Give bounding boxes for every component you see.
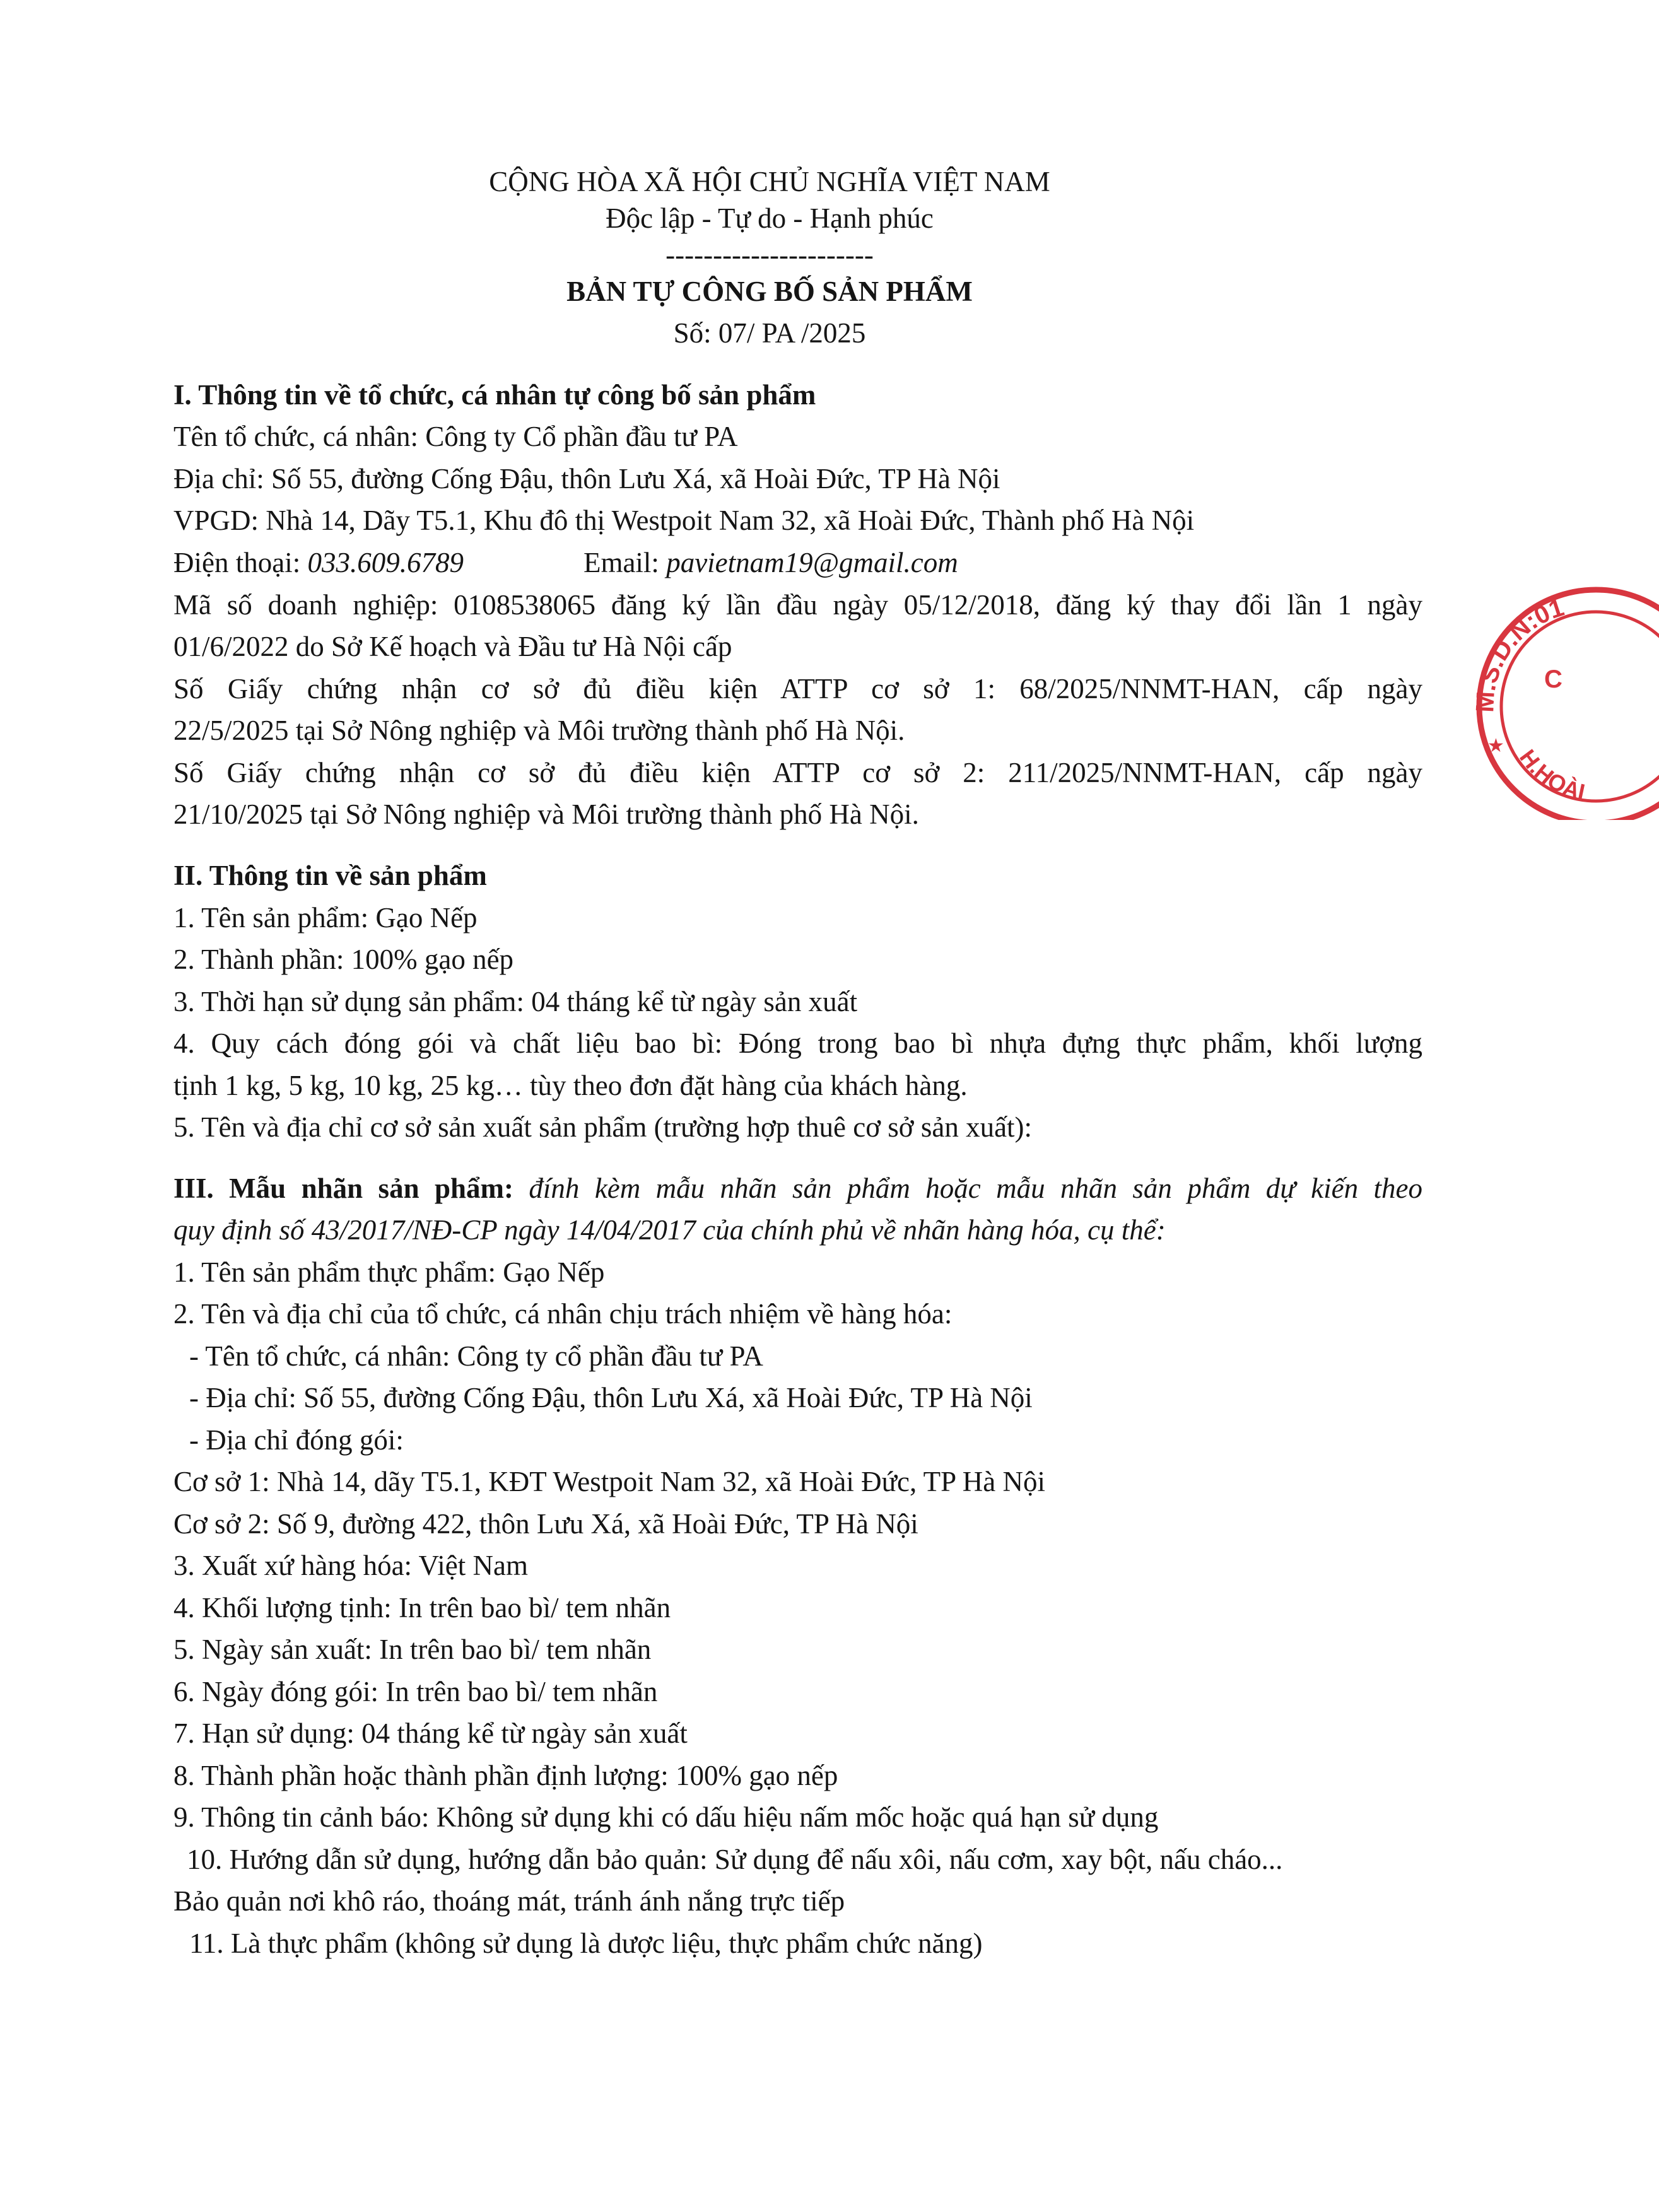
label-item: 5. Ngày sản xuất: In trên bao bì/ tem nhãn (173, 1634, 652, 1665)
seal-text-bottom: H.HOÀI (1515, 744, 1588, 805)
product-item: 4. Quy cách đóng gói và chất liệu bao bì: Đóng trong bao bì nhựa đựng thực phẩm, khối lượng (173, 1027, 1422, 1059)
label-item: 11. Là thực phẩm (không sử dụng là dược liệu, thực phẩm chức năng) (189, 1928, 983, 1959)
company-seal (1470, 555, 1659, 820)
section3-heading: III. Mẫu nhãn sản phẩm: (173, 1173, 529, 1204)
label-subitem: - Địa chỉ: Số 55, đường Cống Đậu, thôn Lưu Xá, xã Hoài Đức, TP Hà Nội (189, 1382, 1033, 1413)
label-item: 8. Thành phần hoặc thành phần định lượng: 100% gạo nếp (173, 1760, 838, 1791)
cert1-line2: 22/5/2025 tại Sở Nông nghiệp và Môi trường thành phố Hà Nội. (173, 715, 905, 746)
national-motto: Độc lập - Tự do - Hạnh phúc (606, 202, 934, 234)
section1-heading: I. Thông tin về tổ chức, cá nhân tự công bố sản phẩm (173, 379, 816, 411)
label-item: 6. Ngày đóng gói: In trên bao bì/ tem nhãn (173, 1676, 658, 1707)
label-item: 10. Hướng dẫn sử dụng, hướng dẫn bảo quản: Sử dụng để nấu xôi, nấu cơm, xay bột, nấu cháo... (187, 1844, 1283, 1875)
national-title: CỘNG HÒA XÃ HỘI CHỦ NGHĨA VIỆT NAM (489, 166, 1050, 197)
business-id-line2: 01/6/2022 do Sở Kế hoạch và Đầu tư Hà Nội cấp (173, 631, 732, 662)
product-item: tịnh 1 kg, 5 kg, 10 kg, 25 kg… tùy theo đơn đặt hàng của khách hàng. (173, 1070, 968, 1101)
org-name: Tên tổ chức, cá nhân: Công ty Cổ phần đầu tư PA (173, 421, 738, 452)
office-address: VPGD: Nhà 14, Dãy T5.1, Khu đô thị Westpoit Nam 32, xã Hoài Đức, Thành phố Hà Nội (173, 505, 1195, 536)
label-item: 4. Khối lượng tịnh: In trên bao bì/ tem nhãn (173, 1592, 671, 1624)
cert1-line1: Số Giấy chứng nhận cơ sở đủ điều kiện ATTP cơ sở 1: 68/2025/NNMT-HAN, cấp ngày (173, 673, 1422, 705)
seal-text-top: M.S.D.N:01 (1471, 593, 1568, 713)
label-item: 9. Thông tin cảnh báo: Không sử dụng khi có dấu hiệu nấm mốc hoặc quá hạn sử dụng (173, 1801, 1159, 1833)
label-item: 3. Xuất xứ hàng hóa: Việt Nam (173, 1550, 528, 1581)
label-item: 1. Tên sản phẩm thực phẩm: Gạo Nếp (173, 1256, 605, 1288)
email-address: pavietnam19@gmail.com (666, 547, 958, 578)
section3-intro: đính kèm mẫu nhãn sản phẩm hoặc mẫu nhãn sản phẩm dự kiến theo (529, 1173, 1422, 1204)
document-title: BẢN TỰ CÔNG BỐ SẢN PHẨM (566, 276, 973, 307)
phone-label: Điện thoại: (173, 547, 308, 578)
cert2-line2: 21/10/2025 tại Sở Nông nghiệp và Môi trường thành phố Hà Nội. (173, 799, 919, 830)
product-item: 2. Thành phần: 100% gạo nếp (173, 944, 514, 975)
section3-intro-line1 (173, 1171, 1422, 1206)
section2-heading: II. Thông tin về sản phẩm (173, 860, 487, 891)
product-item: 3. Thời hạn sử dụng sản phẩm: 04 tháng kể từ ngày sản xuất (173, 986, 858, 1017)
header-divider: ---------------------- (665, 239, 874, 271)
label-item: 2. Tên và địa chỉ của tổ chức, cá nhân chịu trách nhiệm về hàng hóa: (173, 1298, 953, 1330)
org-address: Địa chỉ: Số 55, đường Cống Đậu, thôn Lưu Xá, xã Hoài Đức, TP Hà Nội (173, 463, 1000, 494)
label-subitem: - Địa chỉ đóng gói: (189, 1424, 404, 1456)
email-label: Email: (583, 547, 667, 578)
phone-number: 033.609.6789 (307, 547, 464, 578)
business-id-line1: Mã số doanh nghiệp: 0108538065 đăng ký lần đầu ngày 05/12/2018, đăng ký thay đổi lần 1 ngày (173, 589, 1422, 621)
document-number: Số: 07/ PA /2025 (673, 317, 866, 349)
label-subitem: - Tên tổ chức, cá nhân: Công ty cổ phần đầu tư PA (189, 1340, 763, 1372)
section3-intro-line2: quy định số 43/2017/NĐ-CP ngày 14/04/2017 của chính phủ về nhãn hàng hóa, cụ thể: (173, 1214, 1166, 1246)
label-item: 7. Hạn sử dụng: 04 tháng kể từ ngày sản xuất (173, 1718, 688, 1749)
product-item: 5. Tên và địa chỉ cơ sở sản xuất sản phẩm (trường hợp thuê cơ sở sản xuất): (173, 1111, 1033, 1143)
label-item: Bảo quản nơi khô ráo, thoáng mát, tránh ánh nắng trực tiếp (173, 1885, 845, 1917)
contact-line (173, 545, 1422, 580)
product-item: 1. Tên sản phẩm: Gạo Nếp (173, 902, 478, 933)
seal-inner-mark: C (1544, 665, 1562, 693)
label-item: Cơ sở 2: Số 9, đường 422, thôn Lưu Xá, xã Hoài Đức, TP Hà Nội (173, 1508, 918, 1540)
seal-star-icon: ★ (1487, 735, 1504, 757)
label-item: Cơ sở 1: Nhà 14, dãy T5.1, KĐT Westpoit Nam 32, xã Hoài Đức, TP Hà Nội (173, 1466, 1045, 1497)
cert2-line1: Số Giấy chứng nhận cơ sở đủ điều kiện ATTP cơ sở 2: 211/2025/NNMT-HAN, cấp ngày (173, 757, 1422, 788)
